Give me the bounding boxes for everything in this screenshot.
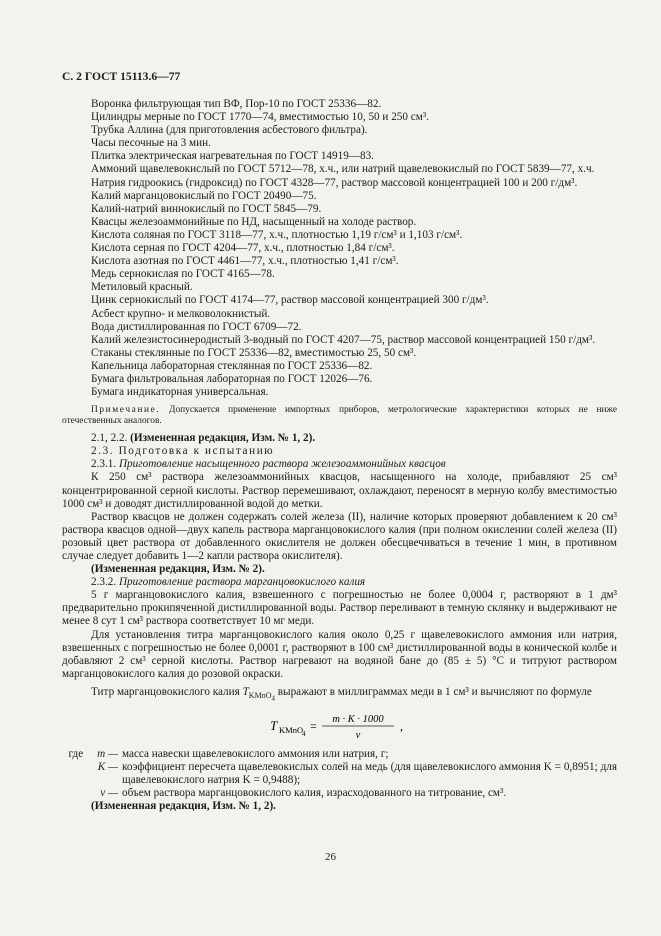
equipment-item: Часы песочные на 3 мин. xyxy=(91,137,211,150)
legend-symbol: K — xyxy=(97,760,118,773)
equipment-item: Вода дистиллированная по ГОСТ 6709—72. xyxy=(91,320,302,333)
section-number: 2.1, 2.2. xyxy=(91,432,128,445)
section-2-3-1-title xyxy=(62,458,617,471)
equipment-item: Бумага фильтровальная лабораторная по ГОСТ 12026—76. xyxy=(91,372,373,385)
equipment-item: Трубка Аллина (для приготовления асбестового фильтра). xyxy=(91,124,368,137)
section-2-3-title: 2.3. Подготовка к испытанию xyxy=(91,445,275,458)
formula-sub: KMnO xyxy=(278,724,303,735)
equipment-item: Капельница лабораторная стеклянная по ГОСТ 25336—82. xyxy=(91,359,373,372)
titr-symbol: $T_{KMnO_4}$ xyxy=(242,685,275,703)
svg-text:=: = xyxy=(309,718,317,733)
equipment-item: Кислота серная по ГОСТ 4204—77, х.ч., плотностью 1,84 г/см³. xyxy=(91,242,395,255)
svg-text:,: , xyxy=(399,718,403,733)
legend-symbol: v — xyxy=(100,787,118,800)
equipment-item: Натрия гидроокись (гидроксид) по ГОСТ 4328—77, раствор массовой концентрацией 100 и 200 г/дм³. xyxy=(91,176,578,189)
formula-denominator: v xyxy=(355,729,360,741)
paragraph-1: К 250 см³ раствора железоаммонийных квасцов, насыщенного на холоде, прибавляют 25 см³ концентрированной серной кислоты. Раствор перемешивают, охлаждают, переносят в мерную колбу вместимостью 1000 см³ и доводят дистиллированной водой до метки. xyxy=(62,471,617,510)
equipment-item: Кислота соляная по ГОСТ 3118—77, х.ч., плотностью 1,19 г/см³ и 1,103 г/см³. xyxy=(91,228,463,241)
equipment-item: Цинк сернокислый по ГОСТ 4174—77, раствор массовой концентрацией 300 г/дм³. xyxy=(91,294,489,307)
edit-note: (Измененная редакция, Изм. № 1, 2). xyxy=(130,432,316,445)
legend-text: объем раствора марганцовокислого калия, израсходованного на титрование, см³. xyxy=(122,787,507,800)
legend-text: коэффициент пересчета щавелевокислых солей на медь (для щавелевокислого аммония K = 0,8951; для щавелевокислого натрия K = 0,9488); xyxy=(122,760,617,787)
section-number: 2.3.1. xyxy=(91,458,117,471)
legend-symbol: где m — xyxy=(68,747,118,760)
equipment-item: Калий железистосинеродистый 3-водный по ГОСТ 4207—75, раствор массовой концентрацией 150 г/дм³. xyxy=(91,333,596,346)
note xyxy=(62,405,617,427)
paragraph-5 xyxy=(62,686,617,706)
equipment-item: Асбест крупно- и мелковолокнистый. xyxy=(91,307,271,320)
equipment-item: Квасцы железоаммонийные по НД, насыщенный на холоде раствор. xyxy=(91,215,417,228)
equipment-item: Метиловый красный. xyxy=(91,281,193,294)
text: выражают в миллиграммах меди в 1 см³ и вычисляют по формуле xyxy=(277,685,592,698)
legend-list xyxy=(62,748,617,800)
equipment-list xyxy=(62,98,617,399)
equipment-item: Цилиндры мерные по ГОСТ 1770—74, вместимостью 10, 50 и 250 см³. xyxy=(91,111,429,124)
section-title: Приготовление насыщенного раствора железоаммонийных квасцов xyxy=(118,458,446,471)
formula-sub4: 4 xyxy=(301,729,305,738)
edit-note-2: (Измененная редакция, Изм. № 2). xyxy=(91,563,265,576)
note-text: Допускается применение импортных приборов, метрологические характеристики которых не ниже отечественных аналогов. xyxy=(62,405,617,427)
page-header: С. 2 ГОСТ 15113.6—77 xyxy=(62,70,181,83)
text: Титр марганцовокислого калия xyxy=(91,685,240,698)
section-2-1-2-2 xyxy=(62,432,617,445)
legend-item xyxy=(62,787,617,800)
equipment-item: Калий марганцовокислый по ГОСТ 20490—75. xyxy=(91,189,317,202)
paragraph-2: Раствор квасцов не должен содержать солей железа (II), наличие которых проверяют добавлением к 20 см³ раствора квасцов одной—двух капель раствора марганцовокислого калия (при полном окислении солей железа (II) розовый цвет раствора от добавленного окислителя не должен обесцвечиваться в течение 1 мин, в противном случае следует добавить 1—2 капли раствора окислителя). xyxy=(62,510,617,562)
section-2-3-2-title xyxy=(62,576,617,589)
equipment-item: Воронка фильтрующая тип ВФ, Пор-10 по ГОСТ 25336—82. xyxy=(91,98,382,110)
paragraph-4: Для установления титра марганцовокислого калия около 0,25 г щавелевокислого аммония или натрия, взвешенных с погрешностью не более 0,0001 г, растворяют в 100 см³ дистиллированной воды в конической колбе и добавляют 2 см³ серной кислоты. Раствор нагревают на водяной бане до (85 ± 5) °С и титруют раствором марганцовокислого калия до розовой окраски. xyxy=(62,628,617,680)
formula xyxy=(62,710,617,740)
note-label: Примечание. xyxy=(91,405,161,416)
formula-svg xyxy=(250,710,430,742)
equipment-item: Стаканы стеклянные по ГОСТ 25336—82, вместимостью 25, 50 см³. xyxy=(91,346,417,359)
legend-text: масса навески щавелевокислого аммония или натрия, г; xyxy=(122,747,389,760)
equipment-item: Аммоний щавелевокислый по ГОСТ 5712—78, х.ч., или натрий щавелевокислый по ГОСТ 5839—77, х.ч. xyxy=(91,163,595,176)
section-title: Приготовление раствора марганцовокислого калия xyxy=(118,576,366,589)
where-label: где xyxy=(68,747,84,760)
document-body xyxy=(62,98,617,813)
page-number: 26 xyxy=(325,851,336,863)
paragraph-3: 5 г марганцовокислого калия, взвешенного с погрешностью не более 0,0004 г, растворяют в 1 дм³ предварительно прокипяченной дистиллированной воды. Раствор переливают в темную склянку и выдерживают не менее 8 сут 1 см³ раствора соответствует 10 мг меди. xyxy=(62,589,617,628)
equipment-item: Калий-натрий виннокислый по ГОСТ 5845—79. xyxy=(91,202,322,215)
legend-item xyxy=(62,748,617,761)
section-number: 2.3.2. xyxy=(91,576,117,589)
formula-T: T xyxy=(269,717,277,733)
equipment-item: Кислота азотная по ГОСТ 4461—77, х.ч., плотностью 1,41 г/см³. xyxy=(91,255,399,268)
edit-note-3: (Измененная редакция, Изм. № 1, 2). xyxy=(91,800,276,813)
legend-item xyxy=(62,761,617,787)
formula-numerator: m · K · 1000 xyxy=(331,713,384,725)
equipment-item: Медь сернокислая по ГОСТ 4165—78. xyxy=(91,268,275,281)
equipment-item: Плитка электрическая нагревательная по ГОСТ 14919—83. xyxy=(91,150,374,163)
equipment-item: Бумага индикаторная универсальная. xyxy=(91,386,269,399)
